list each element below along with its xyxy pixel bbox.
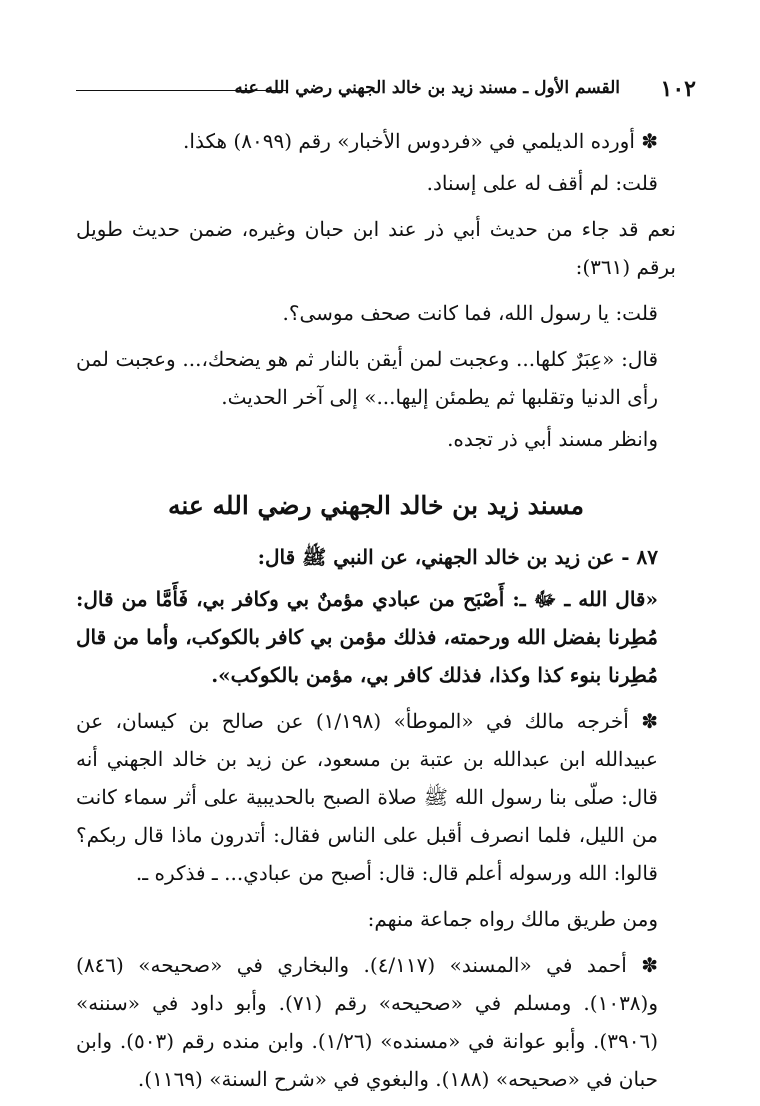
running-title: القسم الأول ـ مسند زيد بن خالد الجهني رضي الله عنه (234, 78, 620, 98)
paragraph-abu-dhar: نعم قد جاء من حديث أبي ذر عند ابن حبان وغيره، ضمن حديث طويل برقم (٣٦١): (76, 217, 676, 279)
paragraph-answer: قال: «عِبَرٌ كلها... وعجبت لمن أيقن بالنار ثم هو يضحك،... وعجبت لمن رأى الدنيا وتقلبها ثم يطمئن إليها...» إلى آخر الحديث. (76, 347, 658, 409)
page-body (76, 122, 676, 1098)
page-header (76, 76, 696, 110)
takhrij-malik: ✽ أخرجه مالك في «الموطأ» (١/١٩٨) عن صالح بن كيسان، عن عبيدالله ابن عبدالله بن عتبة بن مسعود، عن زيد بن خالد الجهني أنه قال: صلّى بنا رسول الله ﷺ صلاة الصبح بالحديبية على أثر سماء كانت من الليل، فلما انصرف أقبل على الناس فقال: أتدرون ماذا قال ربكم؟ قالوا: الله ورسوله أعلم قال: قال: أصبح من عبادي... ـ فذكره ـ. (76, 709, 658, 885)
paragraph-see-also: وانظر مسند أبي ذر تجده. (447, 427, 658, 451)
paragraph-question: قلت: يا رسول الله، فما كانت صحف موسى؟. (282, 301, 658, 325)
hadith-text: «قال الله ـ ﷻ ـ: أَصْبَح من عبادي مؤمنٌ بي وكافر بي، فَأَمَّا من قال: مُطِرنا بفضل الله ورحمته، فذلك مؤمن بي كافر بالكوكب، وأما من قال مُطِرنا بنوء كذا وكذا، فذلك كافر بي، مؤمن بالكوكب». (76, 587, 658, 687)
page-number: ١٠٢ (660, 76, 696, 102)
paragraph-no-isnad: قلت: لم أقف له على إسناد. (426, 171, 658, 195)
takhrij-sources: ✽ أحمد في «المسند» (٤/١١٧). والبخاري في «صحيحه» (٨٤٦) و(١٠٣٨). ومسلم في «صحيحه» رقم (٧١). وأبو داود في «سننه» (٣٩٠٦). وأبو عوانة في «مسنده» (١/٢٦). وابن منده رقم (٥٠٣). وابن حبان في «صحيحه» (١٨٨). والبغوي في «شرح السنة» (١١٦٩). (76, 953, 659, 1091)
paragraph-dailami: ✽ أورده الديلمي في «فردوس الأخبار» رقم (٨٠٩٩) هكذا. (183, 129, 658, 153)
hadith-heading: ٨٧ - عن زيد بن خالد الجهني، عن النبي ﷺ قال: (257, 545, 658, 569)
takhrij-group: ومن طريق مالك رواه جماعة منهم: (367, 907, 658, 931)
header-rule (76, 90, 288, 91)
section-title: مسند زيد بن خالد الجهني رضي الله عنه (167, 491, 585, 520)
